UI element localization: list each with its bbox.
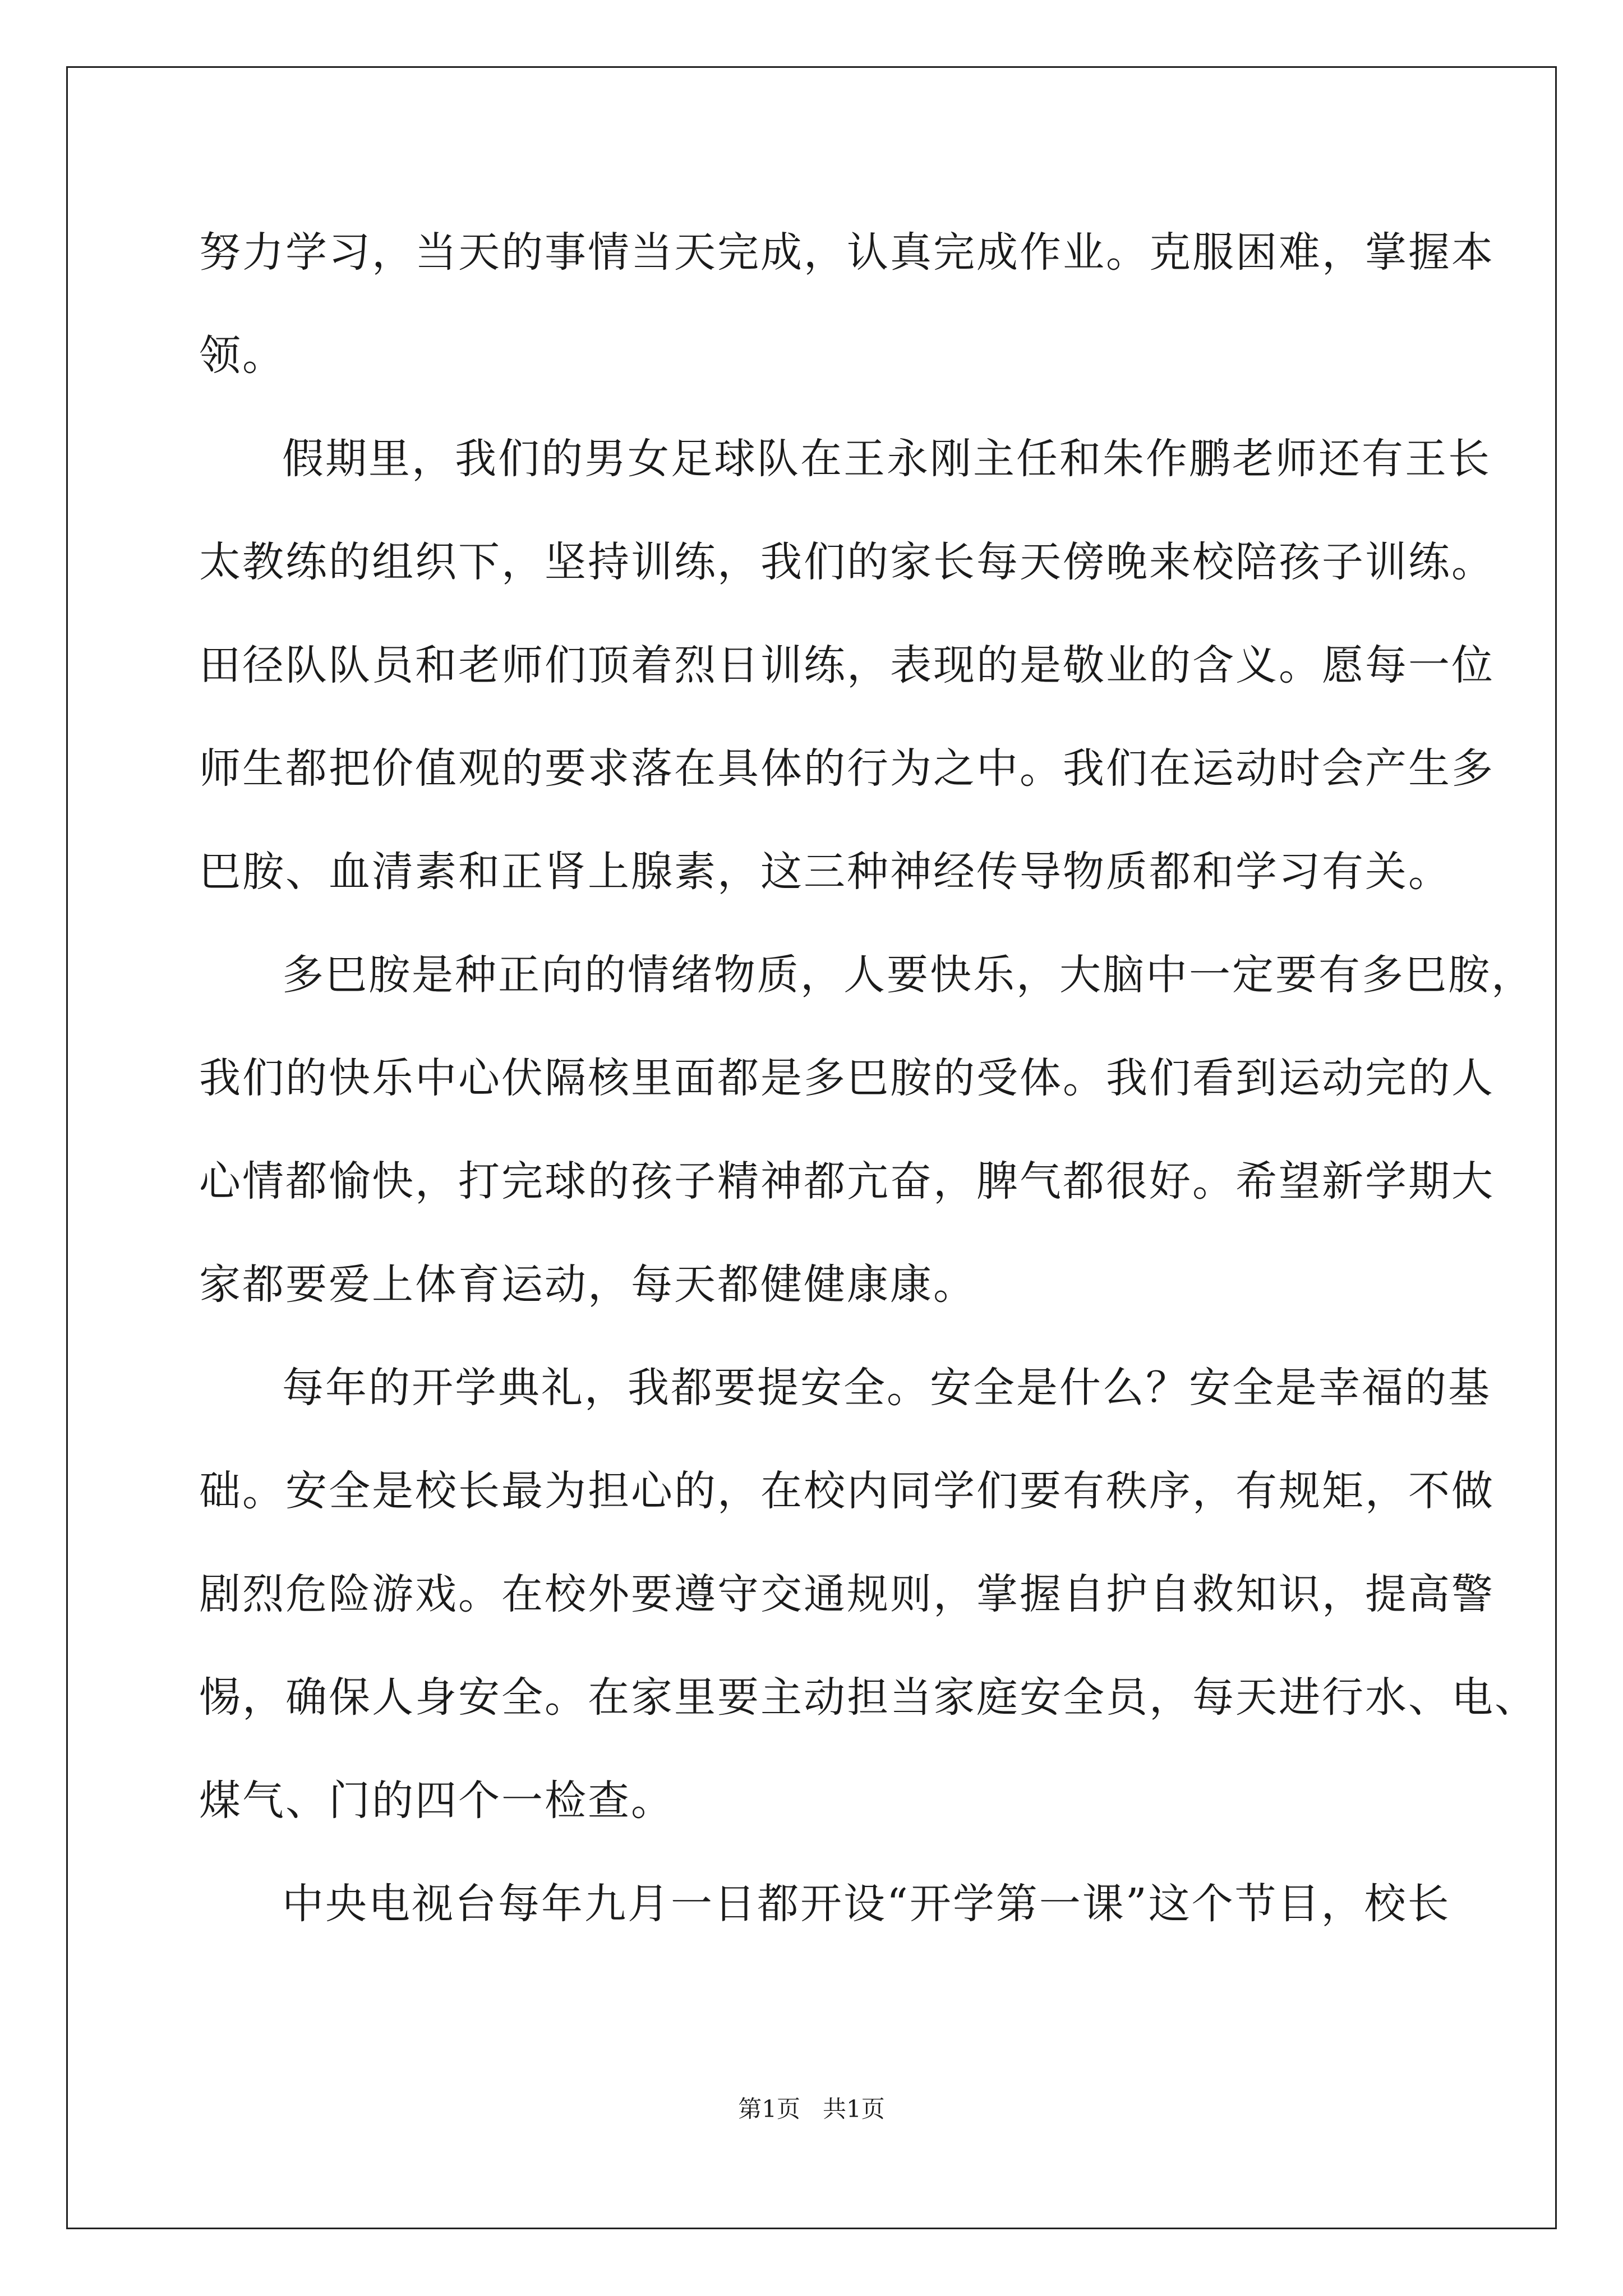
page-footer: 第1页 共1页 — [738, 2095, 885, 2123]
document-body — [199, 213, 1538, 1968]
paragraph-start-line: 每年的开学典礼，我都要提安全。安全是什么？安全是幸福的基 — [282, 1364, 1491, 1412]
text-line: 剧烈危险游戏。在校外要遵守交通规则，掌握自护自救知识，提高警 — [199, 1570, 1495, 1618]
text-line: 惕，确保人身安全。在家里要主动担当家庭安全员，每天进行水、电、 — [199, 1673, 1538, 1722]
text-line: 巴胺、血清素和正肾上腺素，这三种神经传导物质都和学习有关。 — [199, 848, 1451, 896]
text-line: 田径队队员和老师们顶着烈日训练，表现的是敬业的含义。愿每一位 — [199, 641, 1495, 689]
text-line: 础。安全是校长最为担心的，在校内同学们要有秩序，有规矩，不做 — [199, 1467, 1495, 1515]
paragraph-start-line: 中央电视台每年九月一日都开设“开学第一课”这个节目，校长 — [282, 1880, 1451, 1928]
paragraph-start-line: 假期里，我们的男女足球队在王永刚主任和朱作鹏老师还有王长 — [282, 435, 1491, 483]
text-line: 太教练的组织下，坚持训练，我们的家长每天傍晚来校陪孩子训练。 — [199, 538, 1495, 586]
text-line: 我们的快乐中心伏隔核里面都是多巴胺的受体。我们看到运动完的人 — [199, 1054, 1495, 1102]
text-line: 领。 — [199, 332, 285, 380]
paragraph-start-line: 多巴胺是种正向的情绪物质，人要快乐，大脑中一定要有多巴胺， — [282, 951, 1534, 999]
text-line: 努力学习，当天的事情当天完成，认真完成作业。克服困难，掌握本 — [199, 228, 1495, 277]
text-line: 师生都把价值观的要求落在具体的行为之中。我们在运动时会产生多 — [199, 744, 1495, 793]
text-line: 煤气、门的四个一检查。 — [199, 1777, 674, 1825]
text-line: 家都要爱上体育运动，每天都健健康康。 — [199, 1260, 976, 1309]
text-line: 心情都愉快，打完球的孩子精神都亢奋，脾气都很好。希望新学期大 — [199, 1157, 1495, 1205]
